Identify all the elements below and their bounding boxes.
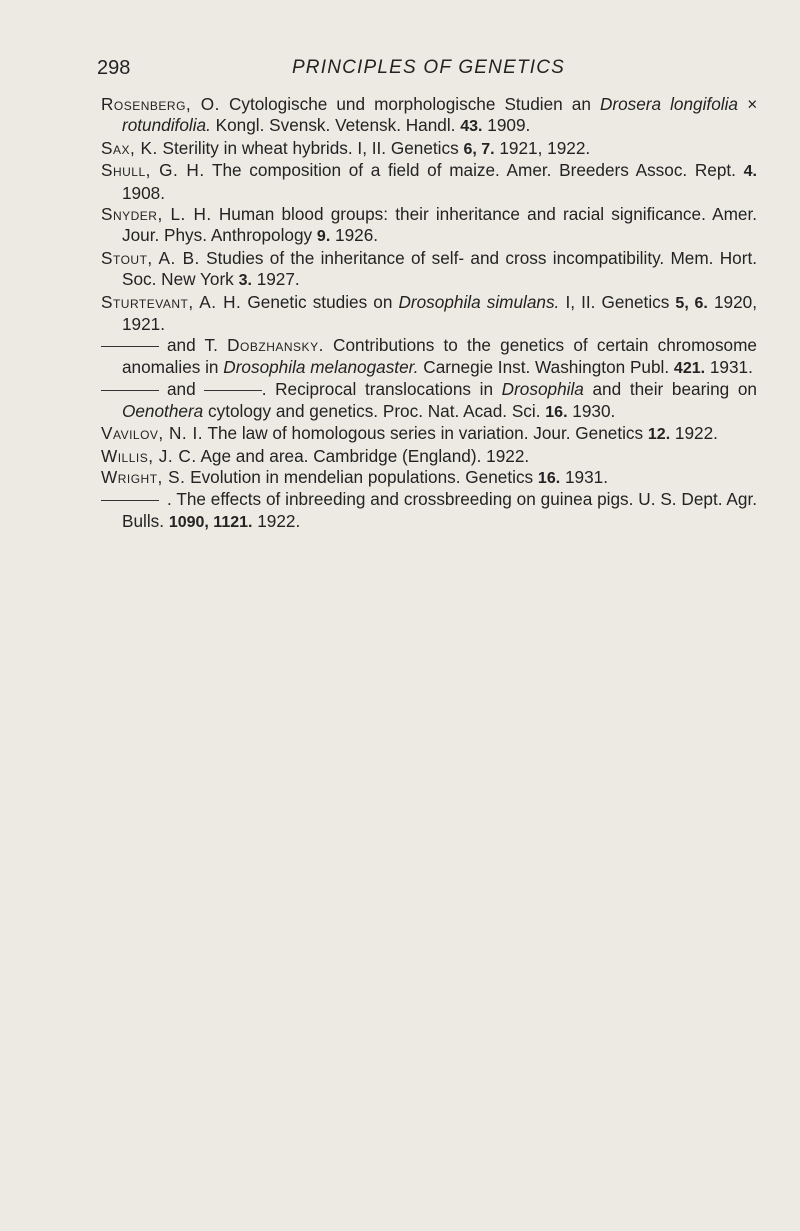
ref-source: Kongl. Svensk. Vetensk. Handl. [215, 115, 456, 136]
ref-volume: 9. [316, 228, 331, 246]
ref-year: 1927. [256, 269, 300, 290]
ref-title: Sterility in wheat hybrids. I, II. Genetics [162, 137, 459, 158]
ref-coauthor-lead: and T. [167, 335, 218, 356]
ref-title: Age and area. Cambridge (England). [200, 445, 482, 466]
ref-title: Cytologische und morphologische Studien an [228, 94, 591, 114]
ref-year: 1908. [122, 182, 166, 203]
ref-volume: 6, 7. [463, 140, 495, 158]
ref-year: 1931. [709, 356, 753, 377]
reference-entry [101, 335, 757, 379]
reference-entry [101, 379, 757, 423]
reference-entry [101, 94, 757, 138]
ref-year: 1926. [335, 225, 379, 246]
ref-volume: 3. [238, 272, 252, 290]
ref-year: 1930. [572, 400, 616, 421]
ref-title: Evolution in mendelian populations. Genetics [190, 466, 534, 487]
ref-coauthor: Dobzhansky. [227, 335, 324, 356]
ref-title-continued: and their bearing on [592, 379, 757, 400]
ref-author: Stout, A. B. [101, 247, 200, 268]
ref-title: . The effects of inbreeding and crossbreeding on guinea pigs. U. S. Dept. Agr. Bulls. [122, 489, 757, 531]
ref-title: Studies of the inheritance of self- and cross incompatibility. Mem. Hort. Soc. New York [122, 247, 758, 290]
ref-author: Sax, K. [101, 137, 158, 158]
reference-entry [101, 467, 757, 489]
ref-volume: 12. [647, 426, 671, 444]
ref-author: Vavilov, N. I. [101, 423, 203, 444]
ref-volume: 16. [537, 469, 561, 487]
reference-entry [101, 423, 757, 445]
ditto-dash [101, 390, 159, 391]
ref-italic: Drosophila melanogaster. [223, 356, 419, 377]
ref-italic-2: Oenothera [122, 400, 204, 421]
ref-author: Wright, S. [101, 466, 186, 487]
ref-volume: 421. [673, 359, 706, 377]
ref-author: Snyder, L. H. [101, 204, 212, 225]
ref-italic: Drosophila simulans. [398, 291, 560, 312]
ref-author: Rosenberg, O. [101, 94, 220, 114]
ref-year: 1921, 1922. [499, 137, 591, 158]
ref-author: Willis, J. C. [101, 445, 197, 466]
ref-coauthor-lead: and [167, 379, 196, 400]
page-number: 298 [97, 57, 131, 79]
ref-source: Carnegie Inst. Washington Publ. [423, 356, 670, 377]
ref-year: 1909. [487, 115, 531, 136]
ditto-dash [101, 346, 159, 347]
reference-entry [101, 160, 757, 204]
ref-volume: 16. [545, 403, 568, 421]
reference-entry [101, 489, 757, 533]
ref-title: Contributions to the genetics of certain chromosome anomalies in [122, 335, 757, 377]
ref-title: . Reciprocal translocations in [261, 379, 494, 400]
ref-italic: Drosophila [501, 379, 584, 400]
ref-year: 1922. [486, 445, 530, 466]
ref-year: 1922. [674, 423, 718, 444]
ref-italic: Drosera longifolia × rotundifolia. [122, 94, 758, 136]
ref-year: 1931. [564, 466, 608, 487]
reference-entry [101, 292, 757, 336]
ref-author: Shull, G. H. [101, 160, 205, 181]
running-head: PRINCIPLES OF GENETICS [291, 57, 566, 78]
ref-source: I, II. Genetics [565, 291, 670, 312]
reference-entry [101, 248, 757, 292]
ref-year: 1920, 1921. [122, 291, 757, 335]
ref-title: Genetic studies on [247, 291, 393, 312]
ditto-dash [204, 390, 262, 391]
ref-volume: 43. [460, 118, 483, 136]
ref-title: The law of homologous series in variation. Jour. Genetics [207, 423, 644, 444]
reference-entry [101, 138, 757, 160]
ref-volume: 5, 6. [675, 294, 708, 312]
ref-source: cytology and genetics. Proc. Nat. Acad. Sci. [208, 400, 541, 421]
ref-title: Human blood groups: their inheritance and racial significance. Amer. Jour. Phys. Anthropology [122, 204, 757, 246]
ref-title: The composition of a field of maize. Amer. Breeders Assoc. Rept. [212, 160, 736, 181]
bibliography [101, 94, 757, 533]
ref-author: Sturtevant, A. H. [101, 291, 242, 312]
ref-year: 1922. [257, 510, 301, 531]
ref-volume: 4. [743, 163, 757, 181]
reference-entry [101, 446, 757, 467]
page-header [97, 57, 760, 87]
ditto-dash [101, 500, 159, 501]
reference-entry [101, 204, 757, 248]
ref-volume: 1090, 1121. [168, 513, 253, 531]
